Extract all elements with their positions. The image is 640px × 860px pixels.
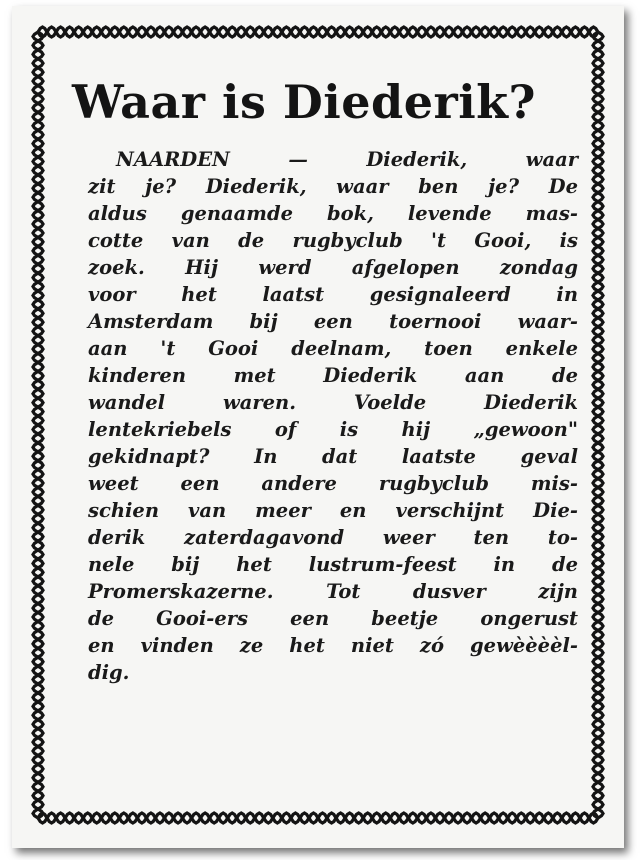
article-line: voor het laatst gesignaleerd in <box>88 283 578 306</box>
article-line: nele bij het lustrum-feest in de <box>88 553 578 576</box>
article-line: NAARDEN — Diederik, waar <box>116 148 578 171</box>
article-line: zit je? Diederik, waar ben je? De <box>88 175 578 198</box>
newspaper-clipping <box>12 6 624 848</box>
article-line: aan 't Gooi deelnam, toen enkele <box>88 337 578 360</box>
article-line: cotte van de rugbyclub 't Gooi, is <box>88 229 578 252</box>
article-line: gekidnapt? In dat laatste geval <box>88 445 578 468</box>
article-line: en vinden ze het niet zó gewèèèèl- <box>88 634 578 657</box>
article-line: de Gooi-ers een beetje ongerust <box>88 607 578 630</box>
article-line: weet een andere rugbyclub mis- <box>88 472 578 495</box>
article-line: aldus genaamde bok, levende mas- <box>88 202 578 225</box>
article-line: wandel waren. Voelde Diederik <box>88 391 578 414</box>
article-body <box>88 146 578 686</box>
article-line: dig. <box>88 661 130 684</box>
article-line: kinderen met Diederik aan de <box>88 364 578 387</box>
article-line: Promerskazerne. Tot dusver zijn <box>88 580 578 603</box>
article-line: Amsterdam bij een toernooi waar- <box>88 310 578 333</box>
article-line: zoek. Hij werd afgelopen zondag <box>88 256 578 279</box>
article-headline: Waar is Diederik? <box>72 75 537 129</box>
article-line: derik zaterdagavond weer ten to- <box>88 526 578 549</box>
article-line: schien van meer en verschijnt Die- <box>88 499 578 522</box>
article-line: lentekriebels of is hij „gewoon" <box>88 418 578 441</box>
